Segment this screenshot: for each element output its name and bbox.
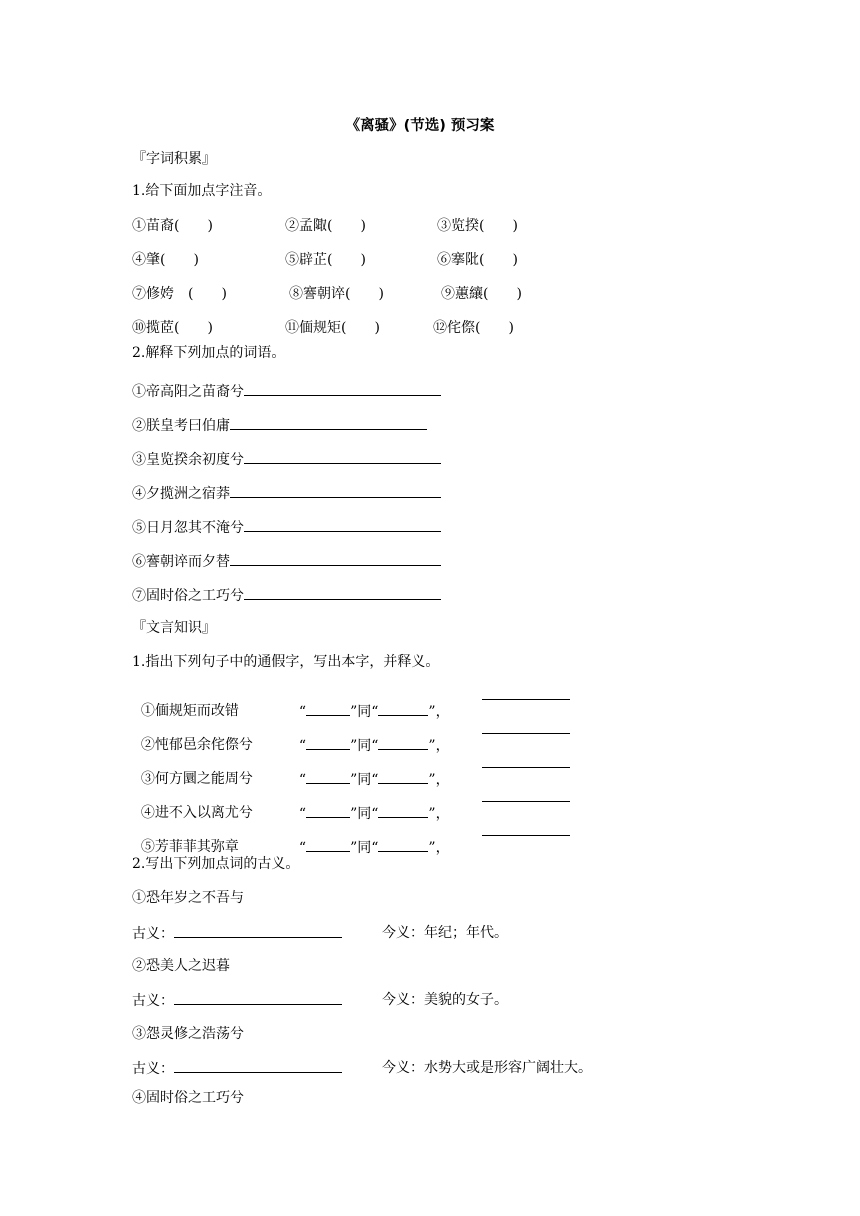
tongjia-blank[interactable] (306, 802, 350, 818)
tongjia-fill: “ ”同“ ”， (290, 718, 450, 755)
pinyin-item: ⑧謇朝谇( ) (289, 286, 384, 302)
sentence: ④固时俗之工巧兮 (132, 1090, 244, 1106)
benzi-blank[interactable] (378, 700, 428, 716)
sentence: ③何方圜之能周兮 (140, 771, 253, 787)
modern-meaning: 今义：水势大或是形容广阔壮大。 (382, 1060, 592, 1076)
section-heading-vocab: 『字词积累』 (132, 151, 216, 167)
answer-blank[interactable] (244, 448, 441, 464)
gu-blank[interactable] (174, 1057, 342, 1073)
question-heading: 1.指出下列句子中的通假字，写出本字，并释义。 (132, 654, 440, 670)
pinyin-item: ⑤辟芷( ) (285, 252, 366, 268)
meaning-blank[interactable] (482, 718, 570, 734)
answer-blank[interactable] (244, 516, 441, 532)
pinyin-item: ②孟陬( ) (285, 218, 366, 234)
tongjia-blank[interactable] (306, 836, 350, 852)
tongjia-blank[interactable] (306, 768, 350, 784)
benzi-blank[interactable] (378, 802, 428, 818)
gu-row: 古义： (132, 1057, 342, 1078)
pinyin-item: ⑥搴阰( ) (437, 252, 518, 268)
tongjia-row (132, 718, 253, 754)
modern-meaning: 今义：美貌的女子。 (382, 992, 508, 1008)
pinyin-item: ⑪偭规矩( ) (285, 320, 380, 336)
explain-row (132, 414, 427, 435)
pinyin-item: ④肇( ) (132, 252, 199, 268)
benzi-blank[interactable] (378, 768, 428, 784)
explain-row (132, 380, 441, 401)
explain-row (132, 516, 441, 537)
gu-blank[interactable] (174, 922, 342, 938)
pinyin-item: ⑫侘傺( ) (433, 320, 514, 336)
meaning-blank[interactable] (482, 752, 570, 768)
pinyin-item: ③览揆( ) (437, 218, 518, 234)
modern-meaning: 今义：年纪；年代。 (382, 925, 508, 941)
tongjia-blank[interactable] (306, 700, 350, 716)
tongjia-row (132, 820, 239, 856)
explain-row (132, 482, 441, 503)
sentence: ①帝高阳之苗裔兮 (132, 384, 244, 400)
sentence: ⑤日月忽其不淹兮 (132, 520, 244, 536)
pinyin-item: ①苗裔( ) (132, 218, 213, 234)
tongjia-fill: “ ”同“ ”， (290, 684, 450, 721)
explain-row (132, 550, 441, 571)
answer-blank[interactable] (244, 380, 441, 396)
tongjia-fill: “ ”同“ ”， (290, 752, 450, 789)
meaning-blank[interactable] (482, 684, 570, 700)
sentence: ②忳郁邑余侘傺兮 (140, 737, 253, 753)
tongjia-blank[interactable] (306, 734, 350, 750)
explain-row (132, 584, 441, 605)
answer-blank[interactable] (244, 584, 441, 600)
sentence: ①恐年岁之不吾与 (132, 890, 244, 906)
tongjia-row (132, 786, 253, 822)
gu-row: 古义： (132, 989, 342, 1010)
sentence: ④夕揽洲之宿莽 (132, 486, 230, 502)
question-heading: 2.写出下列加点词的古义。 (132, 856, 300, 872)
sentence: ②朕皇考曰伯庸 (132, 418, 230, 434)
gu-row: 古义： (132, 922, 342, 943)
answer-blank[interactable] (230, 414, 427, 430)
tongjia-fill: “ ”同“ ”， (290, 820, 450, 857)
explain-row (132, 448, 441, 469)
meaning-blank[interactable] (482, 820, 570, 836)
sentence: ③皇览揆余初度兮 (132, 452, 244, 468)
meaning-blank[interactable] (482, 786, 570, 802)
tongjia-row (132, 684, 239, 720)
pinyin-item: ⑦修姱 ( ) (132, 286, 227, 302)
pinyin-item: ⑩揽茝( ) (132, 320, 213, 336)
answer-blank[interactable] (230, 482, 441, 498)
answer-blank[interactable] (230, 550, 441, 566)
gu-blank[interactable] (174, 989, 342, 1005)
sentence: ⑥謇朝谇而夕替 (132, 554, 230, 570)
question-heading: 1.给下面加点字注音。 (132, 183, 272, 199)
tongjia-fill: “ ”同“ ”， (290, 786, 450, 823)
sentence: ③怨灵修之浩荡兮 (132, 1026, 244, 1042)
sentence: ②恐美人之迟暮 (132, 958, 230, 974)
sentence: ⑤芳菲菲其弥章 (140, 839, 239, 855)
pinyin-item: ⑨蕙纕( ) (441, 286, 522, 302)
sentence: ①偭规矩而改错 (140, 703, 239, 719)
page-title: 《离骚》(节选) 预习案 (345, 118, 495, 134)
question-heading: 2.解释下列加点的词语。 (132, 345, 286, 361)
benzi-blank[interactable] (378, 836, 428, 852)
benzi-blank[interactable] (378, 734, 428, 750)
sentence: ④进不入以离尤兮 (140, 805, 253, 821)
sentence: ⑦固时俗之工巧兮 (132, 588, 244, 604)
tongjia-row (132, 752, 253, 788)
section-heading-classical: 『文言知识』 (132, 620, 216, 636)
